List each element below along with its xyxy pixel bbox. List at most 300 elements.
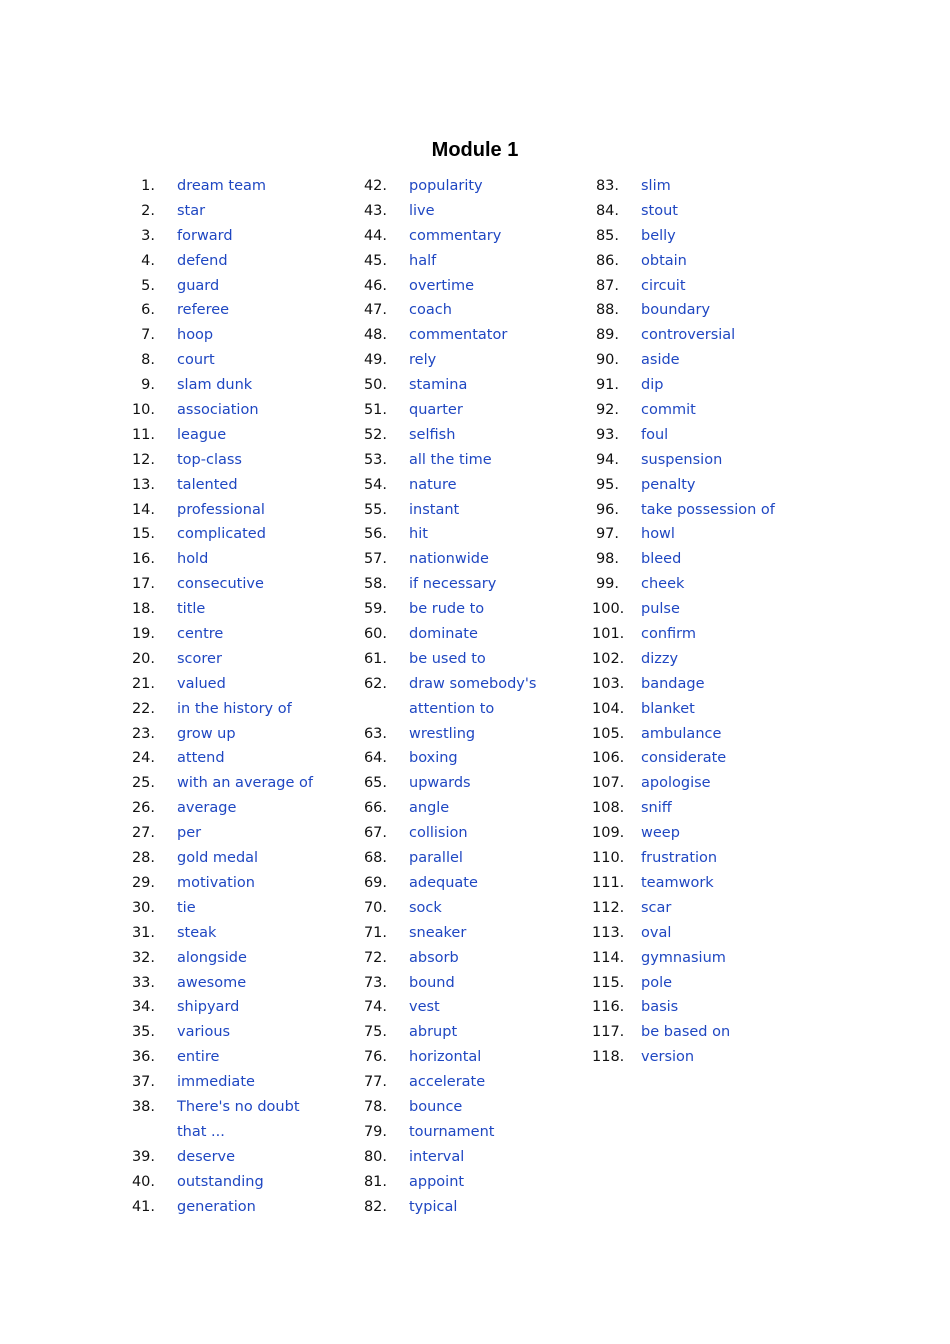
entry-word: gold medal [177, 850, 259, 867]
entry-number: 70. [363, 899, 387, 916]
entry-word: title [177, 601, 206, 618]
vocab-entry [128, 1095, 360, 1120]
entry-word: referee [177, 302, 230, 319]
vocab-entry [360, 672, 592, 697]
entry-word-continuation: that ... [177, 1123, 225, 1140]
vocab-entry [360, 921, 592, 946]
vocab-entry [128, 697, 360, 722]
vocab-entry [592, 398, 824, 423]
entry-number: 85. [595, 227, 619, 244]
entry-word: interval [409, 1148, 465, 1165]
entry-word: various [177, 1024, 231, 1041]
entry-number: 26. [131, 800, 155, 817]
entry-number: 28. [131, 850, 155, 867]
entry-number: 36. [131, 1049, 155, 1066]
vocab-entry [360, 1045, 592, 1070]
entry-number: 62. [363, 675, 387, 692]
entry-word: parallel [409, 850, 463, 867]
entry-word: sniff [641, 800, 672, 817]
entry-word: outstanding [177, 1173, 264, 1190]
entry-number: 102. [592, 650, 625, 667]
entry-number: 109. [592, 825, 625, 842]
vocab-entry [592, 323, 824, 348]
entry-number: 38. [131, 1098, 155, 1115]
entry-number: 78. [363, 1098, 387, 1115]
entry-word: cheek [641, 576, 685, 593]
entry-word: defend [177, 252, 228, 269]
entry-number: 49. [363, 352, 387, 369]
entry-word: tie [177, 899, 196, 916]
vocab-entry [592, 274, 824, 299]
entry-number: 50. [363, 377, 387, 394]
entry-number: 115. [592, 974, 625, 991]
entry-word: frustration [641, 850, 718, 867]
vocab-entry [128, 274, 360, 299]
entry-word: consecutive [177, 576, 264, 593]
vocab-entry [360, 821, 592, 846]
entry-number: 25. [131, 775, 155, 792]
vocab-entry-continuation [360, 697, 592, 722]
entry-number: 88. [595, 302, 619, 319]
entry-number: 30. [131, 899, 155, 916]
entry-number: 3. [141, 227, 155, 244]
entry-number: 93. [595, 426, 619, 443]
entry-word: professional [177, 501, 265, 518]
entry-word: popularity [409, 178, 483, 194]
entry-word: attend [177, 750, 225, 767]
entry-number: 20. [131, 650, 155, 667]
entry-number: 97. [595, 526, 619, 543]
entry-number: 75. [363, 1024, 387, 1041]
entry-word: rely [409, 352, 437, 369]
vocab-entry [592, 946, 824, 971]
entry-number: 60. [363, 626, 387, 643]
entry-number: 81. [363, 1173, 387, 1190]
entry-word: steak [177, 924, 217, 941]
entry-word: confirm [641, 626, 696, 643]
vocab-entry [592, 348, 824, 373]
entry-word: tournament [409, 1123, 495, 1140]
entry-number: 59. [363, 601, 387, 618]
vocab-entry [360, 224, 592, 249]
entry-word: dip [641, 377, 664, 394]
entry-number: 18. [131, 601, 155, 618]
vocab-entry [128, 423, 360, 448]
vocab-entry [128, 398, 360, 423]
vocab-entry [360, 522, 592, 547]
vocab-entry [592, 373, 824, 398]
entry-number: 77. [363, 1074, 387, 1091]
entry-word: draw somebody's [409, 675, 537, 692]
entry-word: grow up [177, 725, 236, 742]
entry-number: 94. [595, 451, 619, 468]
entry-word: hit [409, 526, 428, 543]
entry-number: 31. [131, 924, 155, 941]
entry-word: blanket [641, 700, 695, 717]
entry-number: 56. [363, 526, 387, 543]
vocab-entry [128, 348, 360, 373]
entry-word: quarter [409, 402, 463, 419]
vocab-entry [360, 971, 592, 996]
entry-number: 9. [141, 377, 155, 394]
vocab-entry [360, 498, 592, 523]
entry-number: 108. [592, 800, 625, 817]
entry-word: star [177, 202, 206, 219]
vocab-entry [360, 1170, 592, 1195]
vocab-entry [592, 1020, 824, 1045]
entry-word: horizontal [409, 1049, 482, 1066]
entry-number: 6. [141, 302, 155, 319]
vocab-entry [592, 995, 824, 1020]
entry-number: 111. [592, 874, 625, 891]
vocab-entry [128, 1045, 360, 1070]
vocab-entry [128, 1170, 360, 1195]
vocab-entry [128, 647, 360, 672]
entry-word: appoint [409, 1173, 465, 1190]
entry-number: 76. [363, 1049, 387, 1066]
vocab-entry [128, 622, 360, 647]
entry-word: boxing [409, 750, 458, 767]
vocab-entry [128, 298, 360, 323]
entry-number: 8. [141, 352, 155, 369]
entry-number: 55. [363, 501, 387, 518]
entry-word: gymnasium [641, 949, 726, 966]
entry-word: with an average of [177, 775, 314, 792]
entry-word: all the time [409, 451, 492, 468]
entry-number: 63. [363, 725, 387, 742]
page-title: Module 1 [431, 139, 519, 161]
entry-word: dominate [409, 626, 478, 643]
vocab-entry [360, 423, 592, 448]
entry-word: There's no doubt [177, 1098, 300, 1115]
vocab-entry [128, 199, 360, 224]
entry-number: 53. [363, 451, 387, 468]
vocab-entry [128, 1020, 360, 1045]
entry-word: hoop [177, 327, 214, 344]
vocab-entry [128, 249, 360, 274]
vocab-entry [128, 971, 360, 996]
entry-word: generation [177, 1198, 256, 1215]
entry-number: 114. [592, 949, 625, 966]
entry-number: 19. [131, 626, 155, 643]
vocab-entry [592, 298, 824, 323]
entry-number: 58. [363, 576, 387, 593]
vocab-entry [360, 398, 592, 423]
vocab-entry [128, 522, 360, 547]
entry-word: be used to [409, 650, 486, 667]
entry-number: 39. [131, 1148, 155, 1165]
entry-word: basis [641, 999, 679, 1016]
entry-number: 37. [131, 1074, 155, 1091]
entry-number: 40. [131, 1173, 155, 1190]
vocab-entry [128, 672, 360, 697]
vocab-entry [128, 946, 360, 971]
entry-word: slim [641, 178, 671, 194]
entry-word: instant [409, 501, 460, 518]
entry-number: 79. [363, 1123, 387, 1140]
vocab-entry [360, 796, 592, 821]
vocab-entry-continuation [128, 1120, 360, 1145]
vocab-entry [360, 1195, 592, 1220]
vocab-entry [592, 572, 824, 597]
vocab-entry [360, 373, 592, 398]
entry-word: per [177, 825, 202, 842]
entry-number: 47. [363, 302, 387, 319]
entry-word: commit [641, 402, 696, 419]
entry-word: overtime [409, 277, 475, 294]
entry-number: 15. [131, 526, 155, 543]
entry-word: top-class [177, 451, 242, 468]
entry-word: suspension [641, 451, 723, 468]
entry-number: 13. [131, 476, 155, 493]
entry-number: 51. [363, 402, 387, 419]
entry-number: 99. [595, 576, 619, 593]
vocab-entry [128, 1145, 360, 1170]
entry-word: immediate [177, 1074, 255, 1091]
vocab-entry [128, 722, 360, 747]
vocab-entry [592, 448, 824, 473]
entry-word: alongside [177, 949, 247, 966]
entry-number: 24. [131, 750, 155, 767]
entry-word: be rude to [409, 601, 485, 618]
entry-word: sock [409, 899, 442, 916]
entry-number: 27. [131, 825, 155, 842]
vocab-entry [592, 473, 824, 498]
vocab-entry [592, 821, 824, 846]
entry-word: league [177, 426, 227, 443]
vocab-column-1 [128, 174, 360, 1219]
entry-number: 32. [131, 949, 155, 966]
entry-word: dream team [177, 178, 267, 194]
entry-word: circuit [641, 277, 686, 294]
entry-number: 64. [363, 750, 387, 767]
vocab-entry [128, 821, 360, 846]
entry-word: hold [177, 551, 209, 568]
entry-number: 106. [592, 750, 625, 767]
entry-number: 69. [363, 874, 387, 891]
entry-number: 34. [131, 999, 155, 1016]
entry-word: teamwork [641, 874, 714, 891]
entry-number: 29. [131, 874, 155, 891]
entry-number: 35. [131, 1024, 155, 1041]
entry-word: stout [641, 202, 678, 219]
entry-word: entire [177, 1049, 220, 1066]
entry-word: bounce [409, 1098, 463, 1115]
vocab-entry [592, 722, 824, 747]
vocab-entry [128, 746, 360, 771]
entry-number: 71. [363, 924, 387, 941]
vocab-entry [128, 771, 360, 796]
entry-number: 4. [141, 252, 155, 269]
entry-word: penalty [641, 476, 696, 493]
entry-word: ambulance [641, 725, 722, 742]
vocab-entry [360, 174, 592, 199]
entry-number: 83. [595, 178, 619, 194]
entry-number: 73. [363, 974, 387, 991]
entry-number: 107. [592, 775, 625, 792]
entry-word: upwards [409, 775, 471, 792]
entry-number: 117. [592, 1024, 625, 1041]
entry-word: slam dunk [177, 377, 253, 394]
vocab-entry [592, 597, 824, 622]
entry-number: 2. [141, 202, 155, 219]
entry-number: 87. [595, 277, 619, 294]
entry-number: 43. [363, 202, 387, 219]
entry-word: half [409, 252, 437, 269]
vocab-entry [592, 746, 824, 771]
vocab-entry [592, 697, 824, 722]
entry-word: in the history of [177, 700, 292, 717]
vocab-entry [360, 597, 592, 622]
entry-number: 48. [363, 327, 387, 344]
entry-word: nationwide [409, 551, 489, 568]
entry-word: obtain [641, 252, 687, 269]
entry-word: vest [409, 999, 440, 1016]
vocab-entry [592, 896, 824, 921]
vocab-entry [360, 995, 592, 1020]
entry-number: 22. [131, 700, 155, 717]
vocab-entry [128, 473, 360, 498]
entry-word: dizzy [641, 650, 679, 667]
entry-word: nature [409, 476, 457, 493]
entry-number: 68. [363, 850, 387, 867]
vocab-entry [360, 547, 592, 572]
entry-number: 91. [595, 377, 619, 394]
vocab-entry [128, 174, 360, 199]
vocab-entry [592, 672, 824, 697]
vocab-column-2 [360, 174, 592, 1219]
entry-word: selfish [409, 426, 456, 443]
vocab-entry [360, 1145, 592, 1170]
entry-word: court [177, 352, 215, 369]
entry-number: 7. [141, 327, 155, 344]
entry-word: commentary [409, 227, 502, 244]
vocab-entry [128, 921, 360, 946]
entry-number: 80. [363, 1148, 387, 1165]
entry-number: 14. [131, 501, 155, 518]
vocab-entry [360, 622, 592, 647]
vocab-entry [128, 224, 360, 249]
vocab-entry [592, 771, 824, 796]
entry-number: 11. [131, 426, 155, 443]
vocab-entry [360, 572, 592, 597]
entry-word: boundary [641, 302, 711, 319]
entry-word: bound [409, 974, 455, 991]
entry-number: 10. [131, 402, 155, 419]
vocab-entry [360, 323, 592, 348]
entry-number: 113. [592, 924, 625, 941]
entry-number: 86. [595, 252, 619, 269]
entry-word: live [409, 202, 435, 219]
vocab-entry [128, 572, 360, 597]
entry-word: pulse [641, 601, 680, 618]
entry-number: 101. [592, 626, 625, 643]
entry-number: 54. [363, 476, 387, 493]
entry-number: 66. [363, 800, 387, 817]
entry-word: wrestling [409, 725, 476, 742]
vocab-entry [360, 448, 592, 473]
entry-number: 57. [363, 551, 387, 568]
entry-number: 17. [131, 576, 155, 593]
vocab-entry [128, 448, 360, 473]
vocab-entry [128, 871, 360, 896]
entry-number: 105. [592, 725, 625, 742]
vocab-entry [592, 547, 824, 572]
vocab-entry [360, 473, 592, 498]
entry-number: 104. [592, 700, 625, 717]
entry-word: adequate [409, 874, 478, 891]
vocab-entry [128, 1070, 360, 1095]
vocab-entry [128, 323, 360, 348]
vocab-entry [128, 995, 360, 1020]
entry-word: association [177, 402, 259, 419]
entry-number: 67. [363, 825, 387, 842]
entry-number: 112. [592, 899, 625, 916]
entry-word: accelerate [409, 1074, 486, 1091]
entry-word: absorb [409, 949, 459, 966]
entry-number: 41. [131, 1198, 155, 1215]
entry-word: take possession of [641, 501, 775, 518]
vocab-entry [592, 921, 824, 946]
entry-word: controversial [641, 327, 736, 344]
entry-word: howl [641, 526, 675, 543]
vocab-entry [592, 174, 824, 199]
entry-word: considerate [641, 750, 727, 767]
vocab-entry [592, 522, 824, 547]
entry-word: foul [641, 426, 669, 443]
entry-number: 5. [141, 277, 155, 294]
entry-word: guard [177, 277, 220, 294]
entry-number: 116. [592, 999, 625, 1016]
entry-word: centre [177, 626, 224, 643]
entry-word: motivation [177, 874, 255, 891]
entry-number: 65. [363, 775, 387, 792]
vocab-entry [128, 597, 360, 622]
vocab-entry [360, 348, 592, 373]
entry-word: shipyard [177, 999, 240, 1016]
entry-word: sneaker [409, 924, 467, 941]
entry-word: deserve [177, 1148, 236, 1165]
entry-word: scorer [177, 650, 222, 667]
vocab-entry [360, 746, 592, 771]
vocab-entry [128, 796, 360, 821]
entry-word: abrupt [409, 1024, 458, 1041]
vocab-entry [360, 1020, 592, 1045]
entry-word: aside [641, 352, 680, 369]
vocab-entry [128, 547, 360, 572]
entry-number: 96. [595, 501, 619, 518]
vocab-entry [592, 846, 824, 871]
vocab-entry [360, 647, 592, 672]
entry-number: 23. [131, 725, 155, 742]
vocab-entry [360, 199, 592, 224]
entry-word: commentator [409, 327, 508, 344]
entry-number: 100. [592, 601, 625, 618]
vocab-entry [128, 846, 360, 871]
vocab-entry [592, 224, 824, 249]
entry-number: 74. [363, 999, 387, 1016]
entry-word: apologise [641, 775, 711, 792]
entry-word: valued [177, 675, 226, 692]
entry-word: complicated [177, 526, 266, 543]
vocab-entry [592, 498, 824, 523]
vocab-entry [592, 971, 824, 996]
vocab-entry [360, 1095, 592, 1120]
entry-word-continuation: attention to [409, 700, 495, 717]
entry-word: oval [641, 924, 672, 941]
entry-word: pole [641, 974, 673, 991]
entry-number: 33. [131, 974, 155, 991]
